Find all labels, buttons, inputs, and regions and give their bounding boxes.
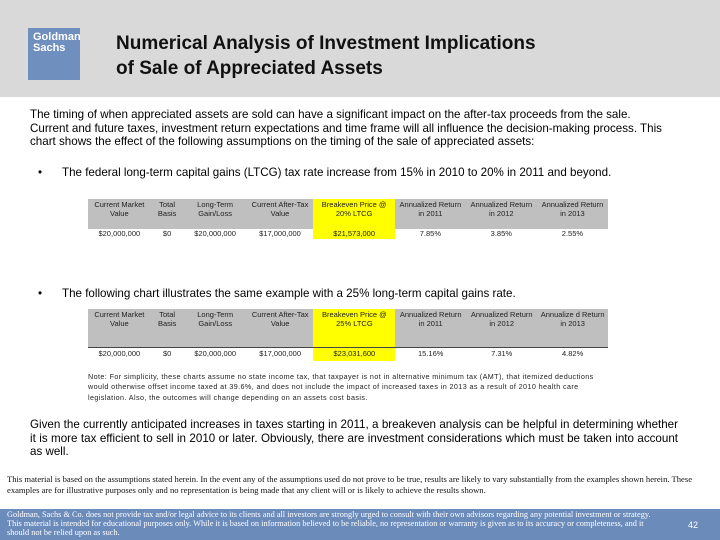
assumptions-disclaimer: This material is based on the assumptions stated herein. In the event any of the assumptions used do not prove to be true, results are likely to vary substantially from the examples shown herein. These examples are for illustrative purposes only and no representation is being made that any client will or is likely to achieve the results shown. [7,474,693,495]
title-line1: Numerical Analysis of Investment Implications [116,33,536,54]
table1-header: Annualized Return in 2012 [466,199,537,229]
table2-cell: $20,000,000 [88,348,151,362]
table1-header: Annualized Return in 2013 [537,199,608,229]
table2-header: Total Basis [151,309,184,348]
table1-header: Total Basis [151,199,184,229]
table2-cell: $17,000,000 [247,348,314,362]
legal-disclaimer: Goldman, Sachs & Co. does not provide tax and/or legal advice to its clients and all investors are strongly urged to consult with their own advisors regarding any potential investment or strategy. This material is intended for educational purposes only. While it is based on information believed to be reliable, no representation or warranty is given as to its accuracy or completeness, and it should not be relied upon as such. [7,510,651,538]
table-note: Note: For simplicity, these charts assume no state income tax, that taxpayer is not in alternative minimum tax (AMT), that itemized deductions would otherwise offset income taxed at 39.6%, and does not include the impact of increased taxes in 2013 as a result of 2010 health care legislation. Also, the outcomes will change depending on an assets cost basis. [88,372,594,402]
logo-line2: Sachs [33,42,66,54]
page-number: 42 [688,520,699,530]
bullet-2-text: The following chart illustrates the same example with a 25% long-term capital gains rate. [62,287,516,300]
table1-header: Annualized Return in 2011 [395,199,466,229]
table2-header: Current After-Tax Value [247,309,314,348]
table2-cell: 15.16% [395,348,466,362]
table2-header: Current Market Value [88,309,151,348]
table2-header: Annualize d Return in 2013 [537,309,608,348]
table1-header-highlight: Breakeven Price @ 20% LTCG [313,199,395,229]
bullet-1-dot: • [38,166,43,179]
conclusion-paragraph: Given the currently anticipated increases in taxes starting in 2011, a breakeven analysis can be helpful in determining whether it is more tax efficient to sell in 2010 or later. Obviously, there are investment considerations which must be taken into account as well. [30,418,678,458]
bullet-1-text: The federal long-term capital gains (LTCG) tax rate increase from 15% in 2010 to 20% in 2011 and beyond. [62,166,612,179]
logo-line1: Goldman [33,31,81,43]
table1-header: Long-Term Gain/Loss [183,199,246,229]
table1-cell: $0 [162,229,172,238]
table1-cell: 7.85% [419,229,442,238]
intro-paragraph: The timing of when appreciated assets are sold can have a significant impact on the after-tax proceeds from the sale. Current and future taxes, investment return expectations and time frame will all influence the decision-making process. This chart shows the effect of the following assumptions on the timing of the sale of appreciated assets: [30,108,662,148]
bullet-2 [38,287,516,301]
table1-header: Current Market Value [88,199,151,229]
table1-cell: 3.85% [490,229,512,238]
table1-cell: $20,000,000 [194,229,236,238]
goldman-sachs-logo [28,28,80,80]
table1-cell: 2.55% [561,229,584,238]
table2-cell: 4.82% [537,348,608,362]
table2-value-row [88,348,608,362]
table1-cell: $17,000,000 [259,229,301,238]
table1-cell-highlight: $21,573,000 [313,229,395,239]
table1-value-row [88,229,608,239]
table2-cell-highlight: $23,031,600 [313,348,395,362]
bullet-2-dot: • [38,287,43,300]
table2-header-highlight: Breakeven Price @ 25% LTCG [313,309,395,348]
table-20-percent-ltcg [88,199,608,239]
table2-cell: $0 [151,348,184,362]
table2-header: Annualized Return in 2012 [466,309,537,348]
table-25-percent-ltcg [88,309,608,361]
table2-header-row [88,309,608,348]
table1-header: Current After-Tax Value [247,199,314,229]
table2-cell: 7.31% [466,348,537,362]
table2-header: Annualized Return in 2011 [395,309,466,348]
table1-cell: $20,000,000 [98,229,141,238]
bullet-1 [38,166,611,180]
page-title [116,31,676,81]
table2-cell: $20,000,000 [184,348,247,362]
table1-header-row [88,199,608,229]
table2-header: Long-Term Gain/Loss [184,309,247,348]
title-line2: of Sale of Appreciated Assets [116,58,383,79]
